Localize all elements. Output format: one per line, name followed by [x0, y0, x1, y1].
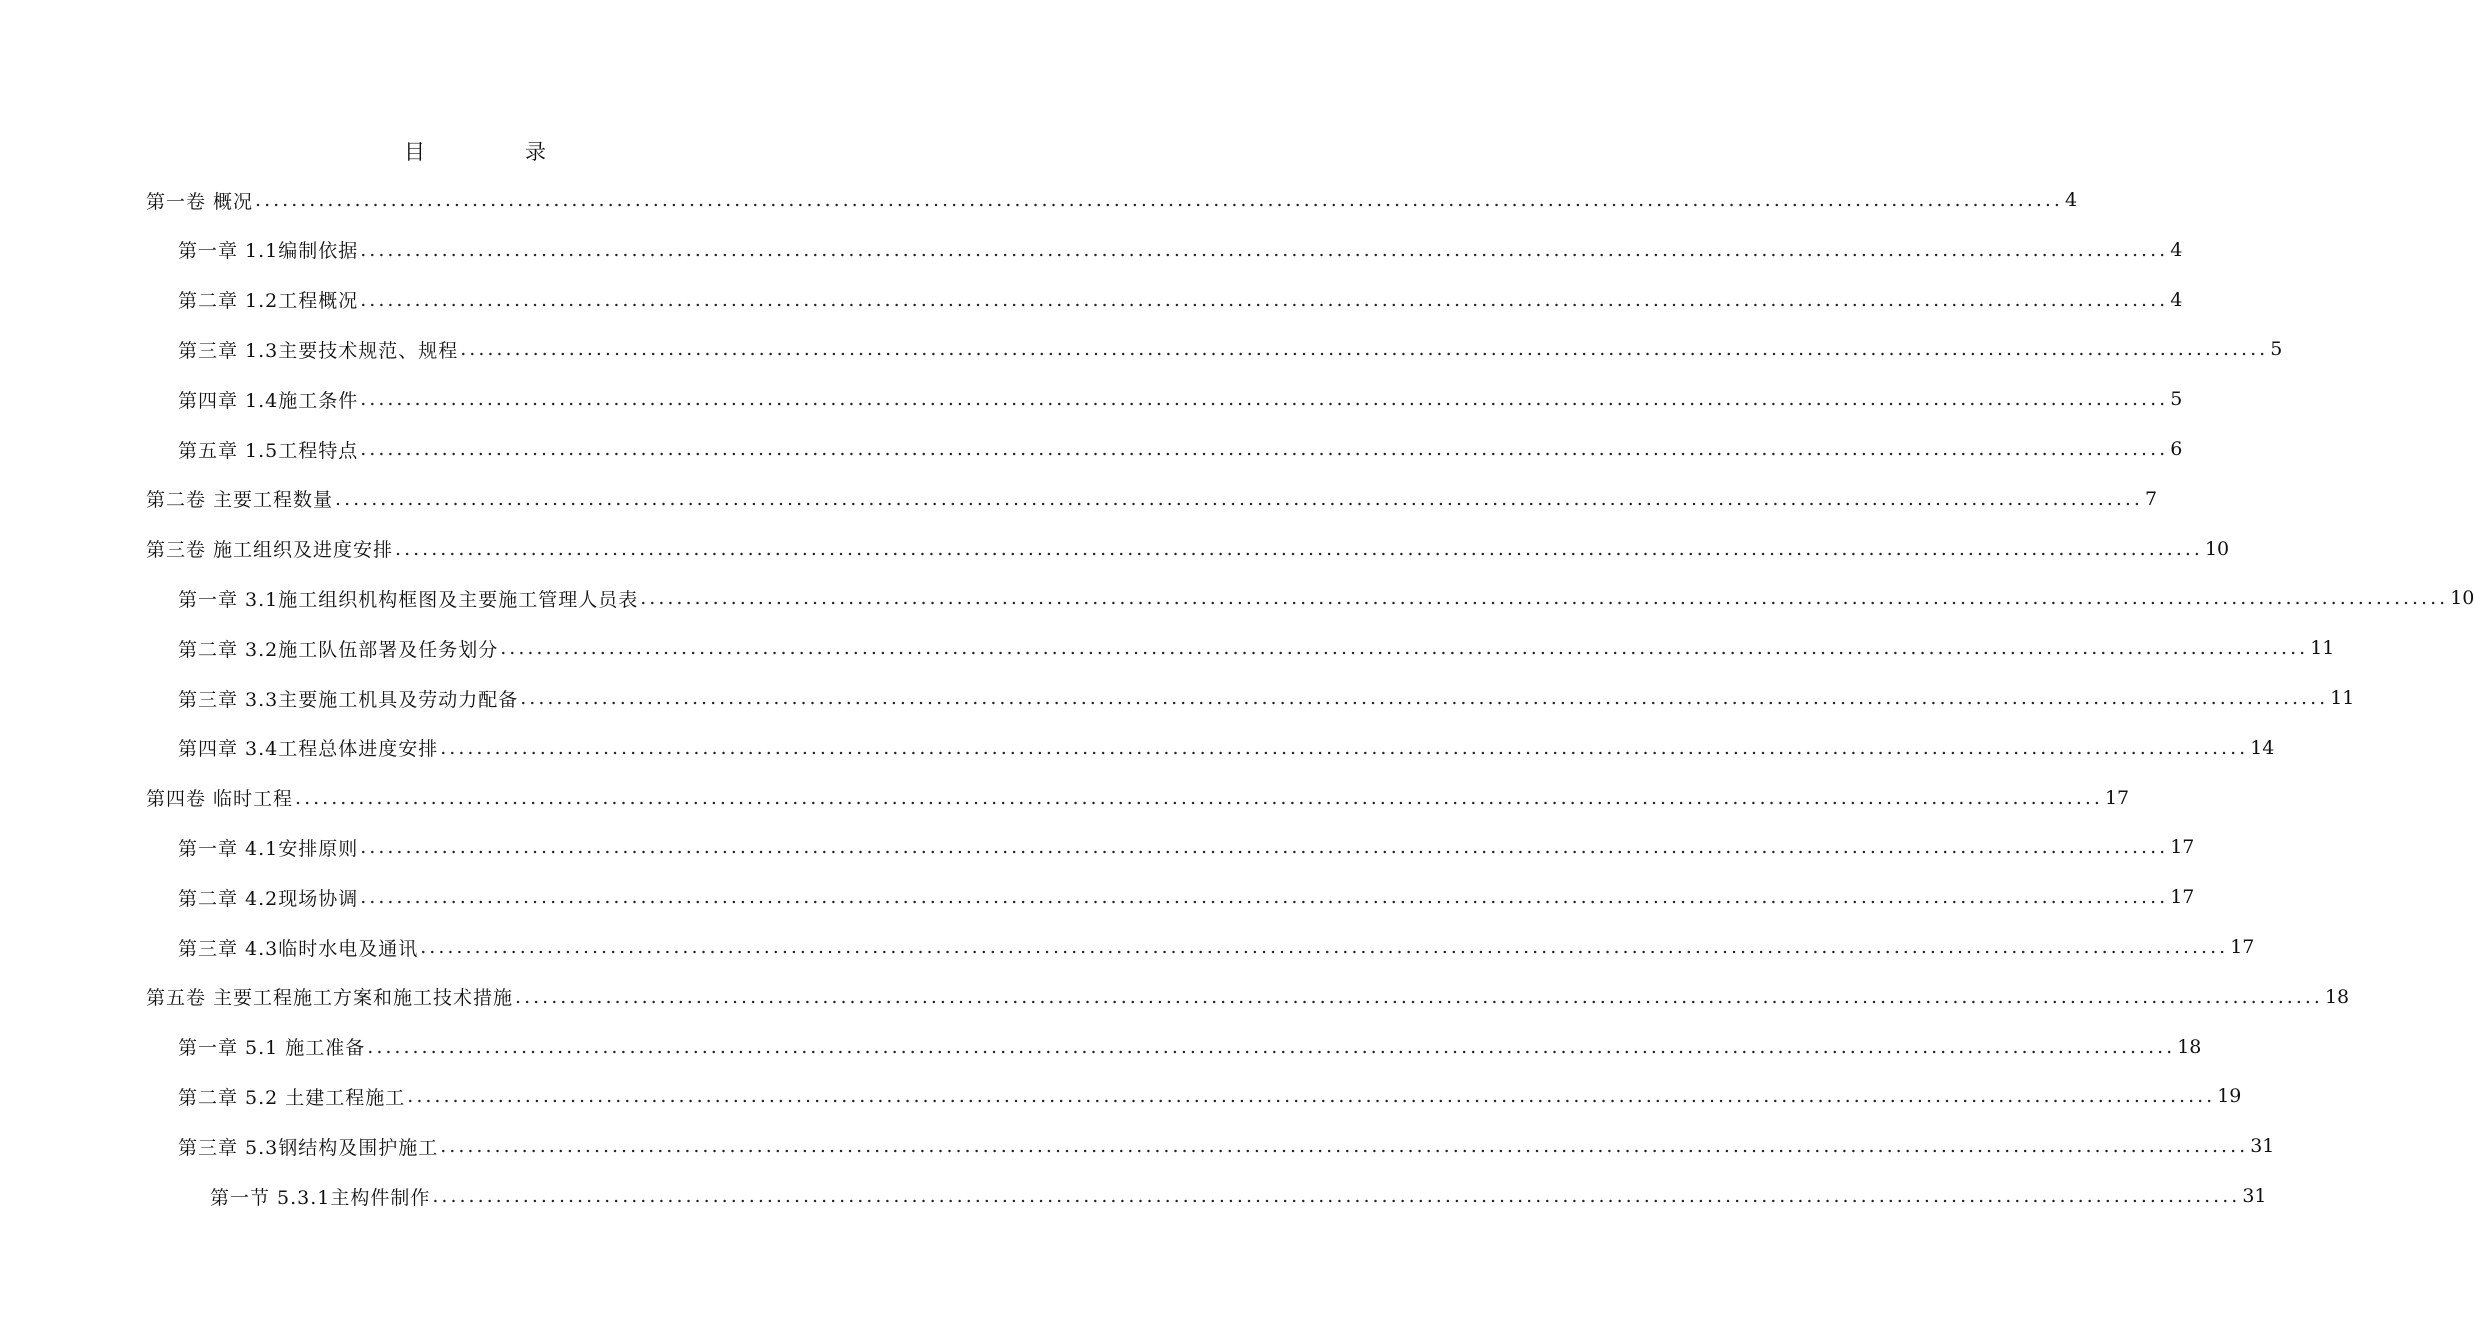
toc-entry[interactable] [178, 230, 2183, 270]
toc-entry-page-number: 17 [2230, 936, 2255, 958]
toc-entry[interactable] [178, 329, 2283, 369]
toc-entry-label: 第一卷 概况 [146, 190, 254, 213]
toc-entry[interactable] [178, 877, 2195, 917]
toc-entry-page-number: 17 [2170, 886, 2195, 909]
toc-entry-page-number: 18 [2177, 1035, 2202, 1058]
toc-dot-leader: ........................................................................................................................................................................................................ [255, 189, 2063, 211]
toc-entry-page-number: 19 [2217, 1085, 2242, 1108]
toc-entry[interactable] [178, 379, 2183, 419]
toc-entry-page-number: 31 [2242, 1185, 2267, 1207]
toc-entry-page-number: 17 [2170, 836, 2195, 859]
toc-title-right: 录 [525, 140, 546, 164]
toc-entry-label: 第四卷 临时工程 [146, 788, 294, 811]
toc-entry-label: 第二章 5.2 土建工程施工 [178, 1086, 406, 1109]
toc-entry-page-number: 5 [2270, 338, 2283, 361]
toc-entry-label: 第四章 1.4施工条件 [178, 389, 359, 412]
toc-entry[interactable] [146, 977, 2350, 1017]
toc-entry-label: 第二卷 主要工程数量 [146, 489, 334, 512]
toc-entry-label: 第三卷 施工组织及进度安排 [146, 539, 394, 562]
toc-entry[interactable] [178, 429, 2183, 469]
toc-entry-label: 第一节 5.3.1主构件制作 [210, 1186, 431, 1209]
toc-dot-leader: ........................................................................................................................................................................................................ [360, 438, 2169, 460]
toc-dot-leader: ........................................................................................................................................................................................................ [395, 537, 2203, 560]
toc-title-left: 目 [404, 140, 425, 164]
toc-entry-label: 第三章 4.3临时水电及通讯 [178, 937, 419, 960]
toc-entry-label: 第二章 3.2施工队伍部署及任务划分 [178, 638, 499, 661]
toc-entry[interactable] [178, 1126, 2275, 1166]
toc-dot-leader: ........................................................................................................................................................................................................ [515, 985, 2323, 1008]
toc-entry[interactable] [178, 1076, 2242, 1116]
toc-entry-page-number: 10 [2450, 587, 2474, 610]
toc-dot-leader: ........................................................................................................................................................................................................ [360, 836, 2169, 859]
toc-entry-page-number: 10 [2204, 537, 2230, 560]
toc-dot-leader: ........................................................................................................................................................................................................ [520, 687, 2329, 709]
toc-entry-page-number: 5 [2170, 388, 2183, 411]
toc-entry[interactable] [178, 578, 2474, 618]
toc-dot-leader: ........................................................................................................................................................................................................ [335, 487, 2143, 510]
toc-dot-leader: ........................................................................................................................................................................................................ [420, 936, 2229, 958]
toc-entry-page-number: 31 [2250, 1135, 2275, 1158]
toc-entry-page-number: 4 [2170, 238, 2183, 261]
toc-entry-label: 第四章 3.4工程总体进度安排 [178, 738, 439, 761]
toc-entry[interactable] [178, 827, 2195, 867]
toc-title [0, 136, 950, 166]
toc-entry-label: 第一章 5.1 施工准备 [178, 1037, 366, 1060]
toc-entry-label: 第三章 5.3钢结构及围护施工 [178, 1136, 439, 1159]
toc-entry-page-number: 14 [2250, 736, 2275, 759]
toc-entry-label: 第五卷 主要工程施工方案和施工技术措施 [146, 987, 514, 1010]
toc-entry[interactable] [210, 1176, 2267, 1216]
toc-entry-page-number: 11 [2330, 687, 2355, 709]
toc-dot-leader: ........................................................................................................................................................................................................ [432, 1185, 2241, 1207]
toc-entry-label: 第三章 1.3主要技术规范、规程 [178, 339, 459, 362]
toc-dot-leader: ........................................................................................................................................................................................................ [640, 587, 2449, 610]
toc-dot-leader: ........................................................................................................................................................................................................ [407, 1085, 2216, 1108]
toc-entry[interactable] [178, 728, 2275, 768]
toc-entry[interactable] [178, 280, 2183, 320]
toc-dot-leader: ........................................................................................................................................................................................................ [367, 1035, 2176, 1058]
toc-dot-leader: ........................................................................................................................................................................................................ [360, 886, 2169, 909]
toc-entry-label: 第一章 3.1施工组织机构框图及主要施工管理人员表 [178, 588, 639, 611]
toc-entry[interactable] [146, 778, 2130, 818]
toc-entry-page-number: 18 [2324, 985, 2350, 1008]
toc-entry-page-number: 17 [2104, 786, 2130, 809]
toc-entry[interactable] [178, 678, 2355, 718]
toc-entry-page-number: 11 [2310, 637, 2335, 660]
toc-entry-label: 第五章 1.5工程特点 [178, 439, 359, 462]
toc-entry-page-number: 6 [2170, 438, 2183, 460]
toc-entry-page-number: 7 [2144, 487, 2158, 510]
toc-dot-leader: ........................................................................................................................................................................................................ [440, 736, 2249, 759]
toc-entry[interactable] [178, 927, 2255, 967]
toc-entry-label: 第二章 1.2工程概况 [178, 290, 359, 313]
toc-entry[interactable] [178, 1027, 2202, 1067]
toc-dot-leader: ........................................................................................................................................................................................................ [360, 288, 2169, 311]
toc-entry-label: 第一章 1.1编制依据 [178, 240, 359, 263]
toc-entry-page-number: 4 [2064, 189, 2078, 211]
toc-dot-leader: ........................................................................................................................................................................................................ [295, 786, 2103, 809]
toc-dot-leader: ........................................................................................................................................................................................................ [360, 388, 2169, 411]
toc-dot-leader: ........................................................................................................................................................................................................ [440, 1135, 2249, 1158]
toc-dot-leader: ........................................................................................................................................................................................................ [460, 338, 2269, 361]
toc-entry[interactable] [146, 180, 2078, 220]
toc-entry[interactable] [178, 628, 2335, 668]
toc-entry-page-number: 4 [2170, 288, 2183, 311]
toc-entry[interactable] [146, 479, 2158, 519]
toc-dot-leader: ........................................................................................................................................................................................................ [360, 238, 2169, 261]
toc-entry[interactable] [146, 529, 2230, 569]
toc-entry-label: 第三章 3.3主要施工机具及劳动力配备 [178, 688, 519, 711]
toc-entry-label: 第二章 4.2现场协调 [178, 887, 359, 910]
toc-dot-leader: ........................................................................................................................................................................................................ [500, 637, 2309, 660]
toc-entry-label: 第一章 4.1安排原则 [178, 837, 359, 860]
